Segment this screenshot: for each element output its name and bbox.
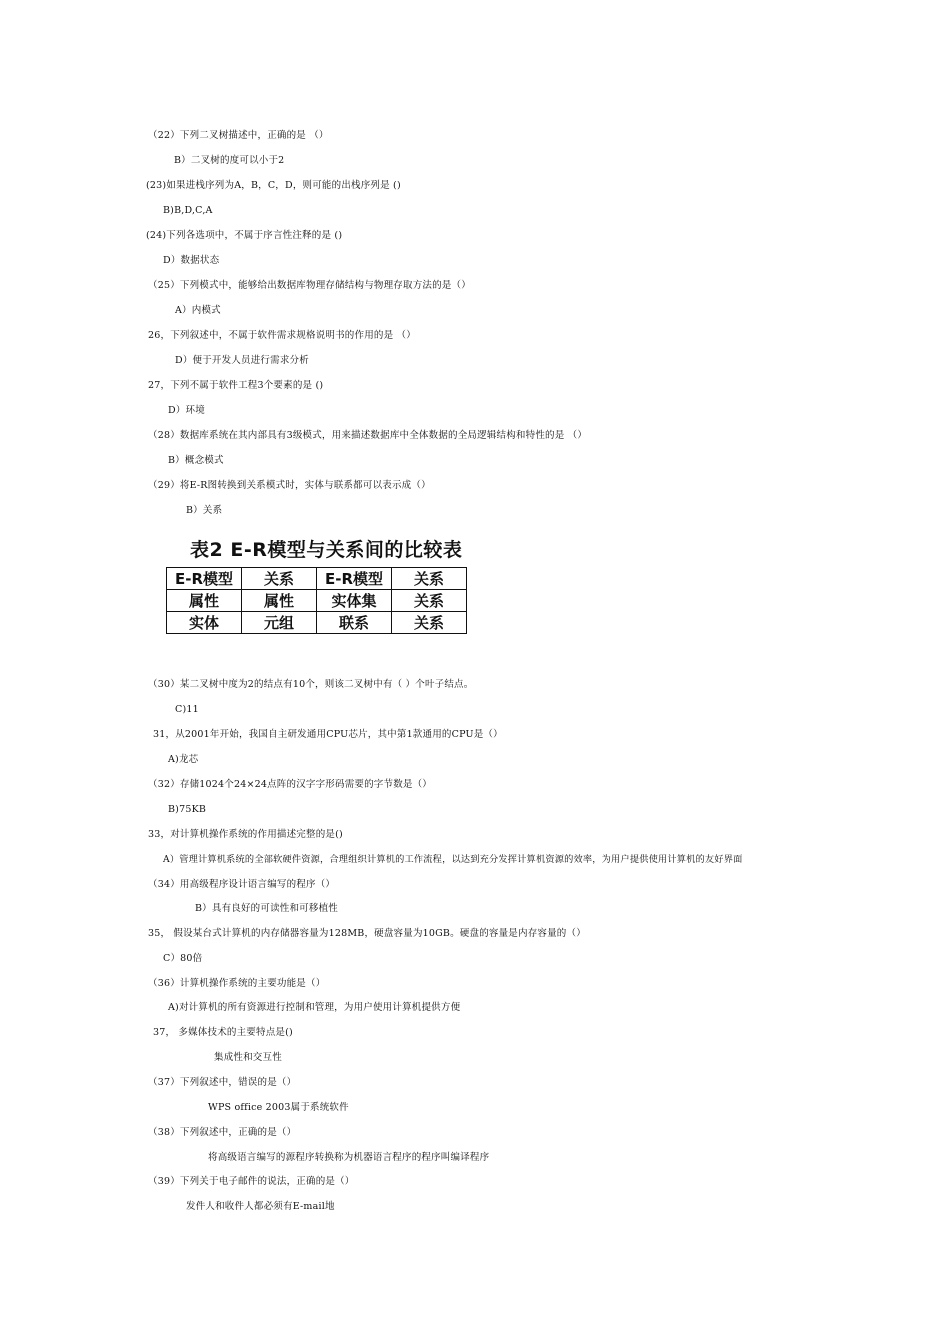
question-28: （28）数据库系统在其内部具有3级模式，用来描述数据库中全体数据的全局逻辑结构和特性的是 （）	[148, 430, 588, 441]
question-37a: 37， 多媒体技术的主要特点是()	[153, 1027, 293, 1038]
answer-29: B）关系	[186, 505, 223, 516]
question-37b: （37）下列叙述中，错误的是（）	[148, 1077, 297, 1088]
question-25: （25）下列模式中，能够给出数据库物理存储结构与物理存取方法的是（）	[148, 280, 471, 291]
table-cell: 关系	[242, 568, 317, 590]
table-cell: 属性	[242, 590, 317, 612]
answer-23: B)B,D,C,A	[163, 205, 213, 216]
er-table-title: 表2 E-R模型与关系间的比较表	[190, 539, 463, 561]
answer-39: 发件人和收件人都必须有E-mail地	[186, 1201, 335, 1212]
question-39: （39）下列关于电子邮件的说法，正确的是（）	[148, 1176, 355, 1187]
answer-34: B）具有良好的可读性和可移植性	[195, 903, 338, 914]
question-32: （32）存储1024个24×24点阵的汉字字形码需要的字节数是（）	[148, 779, 433, 790]
question-26: 26，下列叙述中，不属于软件需求规格说明书的作用的是 （）	[148, 330, 416, 341]
table-row	[167, 590, 467, 612]
answer-35: C）80倍	[163, 953, 203, 964]
question-35: 35， 假设某台式计算机的内存储器容量为128MB，硬盘容量为10GB。硬盘的容量是内存容量的（）	[148, 928, 586, 939]
question-23: (23)如果进栈序列为A，B，C，D，则可能的出栈序列是 ()	[146, 180, 401, 191]
question-27: 27，下列不属于软件工程3个要素的是 ()	[148, 380, 324, 391]
answer-37a: 集成性和交互性	[214, 1052, 282, 1063]
answer-38: 将高级语言编写的源程序转换称为机器语言程序的程序叫编译程序	[208, 1152, 490, 1163]
table-cell: 联系	[317, 612, 392, 634]
question-31: 31，从2001年开始，我国自主研发通用CPU芯片，其中第1款通用的CPU是（）	[153, 729, 503, 740]
table-cell: E-R模型	[317, 568, 392, 590]
answer-27: D）环境	[168, 405, 205, 416]
answer-31: A)龙芯	[168, 754, 199, 765]
answer-30: C)11	[175, 704, 199, 715]
table-row	[167, 568, 467, 590]
answer-36: A)对计算机的所有资源进行控制和管理，为用户使用计算机提供方便	[168, 1002, 461, 1013]
answer-22: B）二叉树的度可以小于2	[174, 155, 285, 166]
answer-25: A）内模式	[175, 305, 221, 316]
table-cell: 关系	[392, 590, 467, 612]
question-29: （29）将E-R图转换到关系模式时，实体与联系都可以表示成（）	[148, 480, 431, 491]
table-cell: E-R模型	[167, 568, 242, 590]
question-24: (24)下列各选项中，不属于序言性注释的是 ()	[146, 230, 343, 241]
question-36: （36）计算机操作系统的主要功能是（）	[148, 978, 326, 989]
table-cell: 关系	[392, 612, 467, 634]
table-cell: 属性	[167, 590, 242, 612]
table-row	[167, 612, 467, 634]
answer-24: D）数据状态	[163, 255, 220, 266]
question-22: （22）下列二叉树描述中，正确的是 （）	[148, 130, 329, 141]
table-cell: 元组	[242, 612, 317, 634]
question-34: （34）用高级程序设计语言编写的程序（）	[148, 879, 336, 890]
answer-28: B）概念模式	[168, 455, 224, 466]
table-cell: 实体	[167, 612, 242, 634]
table-cell: 关系	[392, 568, 467, 590]
answer-37b: WPS office 2003属于系统软件	[208, 1102, 349, 1113]
question-30: （30）某二叉树中度为2的结点有10个，则该二叉树中有（ ）个叶子结点。	[148, 679, 474, 690]
answer-32: B)75KB	[168, 804, 207, 815]
table-cell: 实体集	[317, 590, 392, 612]
er-comparison-table	[166, 567, 467, 634]
question-33: 33，对计算机操作系统的作用描述完整的是()	[148, 829, 343, 840]
answer-33: A）管理计算机系统的全部软硬件资源，合理组织计算机的工作流程，以达到充分发挥计算机资源的效率，为用户提供使用计算机的友好界面	[163, 854, 743, 865]
question-38: （38）下列叙述中，正确的是（）	[148, 1127, 297, 1138]
answer-26: D）便于开发人员进行需求分析	[175, 355, 309, 366]
